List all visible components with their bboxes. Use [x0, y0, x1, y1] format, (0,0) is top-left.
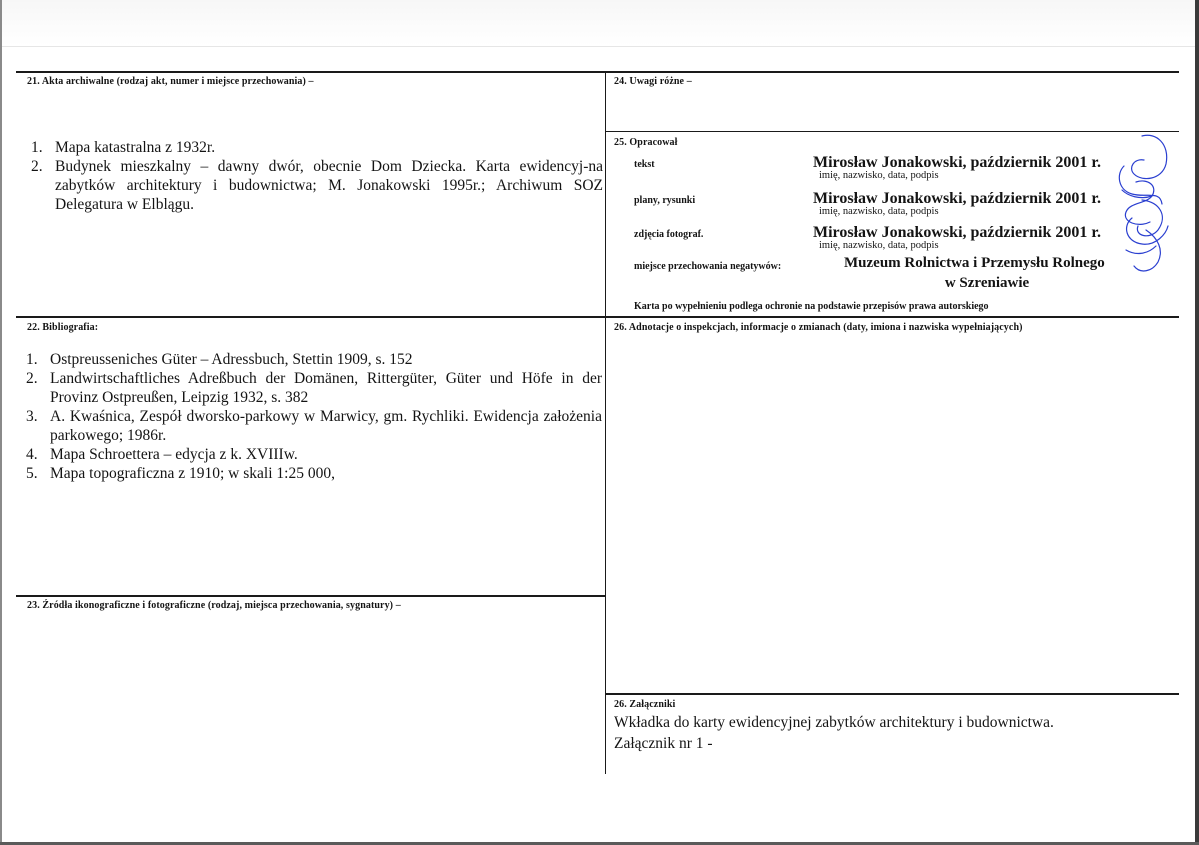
- divider-22-23: [16, 595, 606, 597]
- author-caption: imię, nazwisko, data, podpis: [819, 170, 939, 181]
- list-text: A. Kwaśnica, Zespół dworsko-parkowy w Marwicy, gm. Rychliki. Ewidencja założenia parkowego; 1986r.: [50, 408, 602, 444]
- divider-26: [605, 693, 1179, 695]
- list-item: [22, 407, 602, 445]
- label-negatives: miejsce przechowania negatywów:: [634, 261, 782, 272]
- section-24-title: 24. Uwagi różne –: [614, 76, 692, 87]
- list-text: Mapa topograficzna z 1910; w skali 1:25 000,: [50, 465, 335, 482]
- list-item: [22, 445, 602, 464]
- list-number: 1.: [31, 139, 43, 156]
- handwritten-signature-icon: [1112, 130, 1174, 280]
- list-item: [27, 138, 587, 157]
- divider-24-25: [605, 131, 1179, 132]
- list-text: Landwirtschaftliches Adreßbuch der Domänen, Rittergüter, Güter und Höfe in der Provinz Ostpreußen, Leipzig 1932, s. 382: [50, 370, 602, 406]
- list-item: [22, 350, 602, 369]
- section-26-attachments-title: 26. Załączniki: [614, 699, 676, 710]
- scan-right-edge: [1195, 0, 1199, 845]
- section-25-title: 25. Opracował: [614, 137, 678, 148]
- negatives-location-city: w Szreniawie: [944, 275, 1030, 291]
- list-item: [27, 157, 603, 214]
- list-number: 1.: [26, 351, 38, 368]
- scan-left-edge: [0, 0, 2, 845]
- section-21-title: 21. Akta archiwalne (rodzaj akt, numer i miejsce przechowania) –: [27, 76, 314, 87]
- list-text: Budynek mieszkalny – dawny dwór, obecnie Dom Dziecka. Karta ewidencyj-na zabytków architektury i budownictwa; M. Jonakowski 1995r.; Archiwum SOZ Delegatura w Elblągu.: [55, 158, 603, 213]
- section-22-list: [22, 350, 602, 483]
- author-caption: imię, nazwisko, data, podpis: [819, 240, 939, 251]
- list-number: 5.: [26, 465, 38, 482]
- list-number: 4.: [26, 446, 38, 463]
- section-26-annotations-title: 26. Adnotacje o inspekcjach, informacje o zmianach (daty, imiona i nazwiska wypełniających): [614, 322, 1023, 333]
- section-23-title: 23. Źródła ikonograficzne i fotograficzne (rodzaj, miejsca przechowania, sygnatury) –: [27, 600, 401, 611]
- list-text: Ostpreusseniches Güter – Adressbuch, Stettin 1909, s. 152: [50, 351, 413, 368]
- scan-top-margin: [0, 0, 1199, 47]
- list-number: 2.: [31, 158, 43, 175]
- label-text: tekst: [634, 159, 655, 170]
- list-item: [22, 464, 602, 483]
- attachment-line-1: Wkładka do karty ewidencyjnej zabytków architektury i budownictwa.: [614, 714, 1054, 731]
- list-number: 3.: [26, 408, 38, 425]
- list-text: Mapa katastralna z 1932r.: [55, 139, 216, 156]
- list-text: Mapa Schroettera – edycja z k. XVIIIw.: [50, 446, 298, 463]
- author-drawings: Mirosław Jonakowski, październik 2001 r.: [813, 190, 1102, 207]
- table-top-border: [16, 71, 1179, 73]
- section-22-title: 22. Bibliografia:: [27, 322, 99, 333]
- author-text: Mirosław Jonakowski, październik 2001 r.: [813, 154, 1102, 171]
- copyright-notice: Karta po wypełnieniu podlega ochronie na podstawie przepisów prawa autorskiego: [634, 301, 989, 312]
- label-drawings: plany, rysunki: [634, 195, 696, 206]
- negatives-location: Muzeum Rolnictwa i Przemysłu Rolnego: [844, 255, 1105, 271]
- column-divider: [605, 71, 606, 774]
- section-21-list: [27, 138, 603, 214]
- list-item: [22, 369, 602, 407]
- list-number: 2.: [26, 370, 38, 387]
- divider-21-22: [16, 316, 1179, 318]
- attachment-line-2: Załącznik nr 1 -: [614, 735, 713, 752]
- author-caption: imię, nazwisko, data, podpis: [819, 206, 939, 217]
- author-photos: Mirosław Jonakowski, październik 2001 r.: [813, 224, 1102, 241]
- label-photos: zdjęcia fotograf.: [634, 229, 704, 240]
